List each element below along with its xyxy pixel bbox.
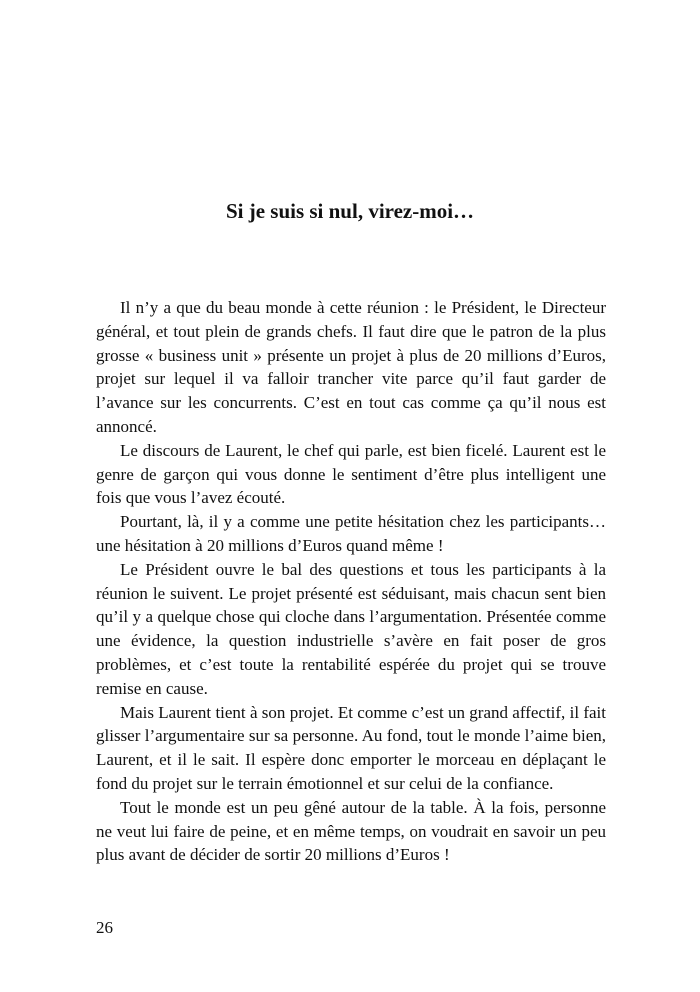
paragraph-1: Il n’y a que du beau monde à cette réunion : le Président, le Directeur général, et tout plein de grands chefs. Il faut dire que le patron de la plus grosse « business unit » présente un projet à plus de 20 millions d’Euros, projet sur lequel il va falloir trancher vite parce qu’il faut garder de l’avance sur les concurrents. C’est en tout cas comme ça qu’il nous est annoncé. [96, 298, 606, 436]
paragraph-3: Pourtant, là, il y a comme une petite hésitation chez les participants… une hésitation à 20 millions d’Euros quand même ! [96, 512, 606, 555]
paragraph-6: Tout le monde est un peu gêné autour de la table. À la fois, personne ne veut lui faire de peine, et en même temps, on voudrait en savoir un peu plus avant de décider de sortir 20 millions d’Euros ! [96, 797, 606, 865]
body-text [96, 296, 606, 867]
chapter-title: Si je suis si nul, virez-moi… [225, 199, 475, 223]
paragraph-4: Le Président ouvre le bal des questions et tous les participants à la réunion le suivent. Le projet présenté est séduisant, mais chacun sent bien qu’il y a quelque chose qui cloche dans l’argumentation. Présentée comme une évidence, la question industrielle s’avère en fait poser de gros problèmes, et c’est toute la rentabilité espérée du projet qui se trouve remise en cause. [96, 559, 606, 698]
paragraph-2: Le discours de Laurent, le chef qui parle, est bien ficelé. Laurent est le genre de garçon qui vous donne le sentiment d’être plus intelligent une fois que vous l’avez écouté. [96, 440, 606, 508]
page-number: 26 [96, 918, 113, 937]
paragraph-5: Mais Laurent tient à son projet. Et comme c’est un grand affectif, il fait glisser l’argumentaire sur sa personne. Au fond, tout le monde l’aime bien, Laurent, et il le sait. Il espère donc emporter le morceau en déplaçant le fond du projet sur le terrain émotionnel et sur celui de la confiance. [96, 702, 606, 793]
